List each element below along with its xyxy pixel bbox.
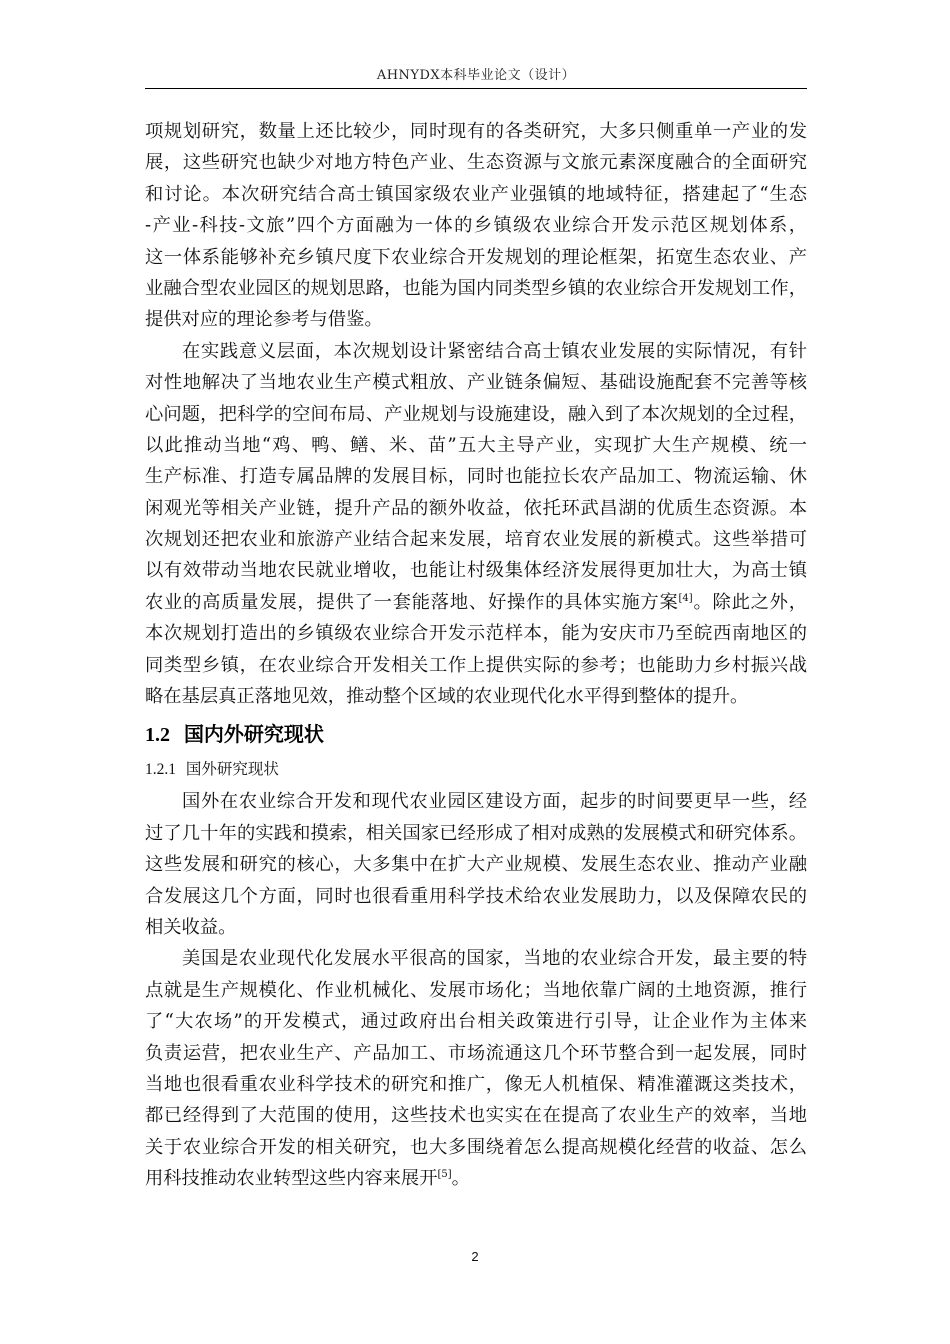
paragraph-1 [145, 116, 807, 336]
text-line: 相关收益。 [145, 916, 237, 938]
text-line: 合发展这几个方面，同时也很看重用科学技术给农业发展助力，以及保障农民的 [145, 885, 807, 907]
citation-4[interactable]: [4] [678, 592, 693, 604]
text-line: 以此推动当地“鸡、鸭、鳝、米、苗”五大主导产业，实现扩大生产规模、统一 [145, 434, 807, 456]
text-line: 在实践意义层面，本次规划设计紧密结合高士镇农业发展的实际情况，有针 [182, 340, 807, 362]
text-line: 和讨论。本次研究结合高士镇国家级农业产业强镇的地域特征，搭建起了“生态 [145, 183, 807, 205]
text-line: 心问题，把科学的空间布局、产业规划与设施建设，融入到了本次规划的全过程， [145, 403, 807, 425]
text-line: 业融合型农业园区的规划思路，也能为国内同类型乡镇的农业综合开发规划工作， [145, 277, 807, 299]
subsection-heading [145, 752, 807, 786]
text-line: 过了几十年的实践和摸索，相关国家已经形成了相对成熟的发展模式和研究体系。 [145, 822, 807, 844]
text-line: 美国是农业现代化发展水平很高的国家，当地的农业综合开发，最主要的特 [182, 948, 807, 970]
text-line-with-citation [145, 1163, 807, 1194]
text-line: 闲观光等相关产业链，提升产品的额外收益，依托环武昌湖的优质生态资源。本 [145, 497, 807, 519]
subsection-number: 1.2.1 [145, 761, 176, 779]
text-line: 关于农业综合开发的相关研究，也大多围绕着怎么提高规模化经营的收益、怎么 [145, 1136, 807, 1158]
text-line: 次规划还把农业和旅游产业结合起来发展，培育农业发展的新模式。这些举措可 [145, 529, 807, 551]
subsection-title: 国外研究现状 [185, 760, 279, 779]
line-text: 。除此之外， [692, 591, 808, 613]
text-line: 这一体系能够补充乡镇尺度下农业综合开发规划的理论框架，拓宽生态农业、产 [145, 246, 807, 268]
citation-5[interactable]: [5] [437, 1169, 452, 1181]
section-title: 国内外研究现状 [183, 722, 324, 747]
text-line: 这些发展和研究的核心，大多集中在扩大产业规模、发展生态农业、推动产业融 [145, 854, 807, 876]
text-line: 当地也很看重农业科学技术的研究和推广，像无人机植保、精准灌溉这类技术， [145, 1073, 807, 1095]
text-line: 项规划研究，数量上还比较少，同时现有的各类研究，大多只侧重单一产业的发 [145, 121, 807, 142]
section-heading [145, 716, 807, 752]
text-line: 负责运营，把农业生产、产品加工、市场流通这几个环节整合到一起发展，同时 [145, 1042, 807, 1064]
text-line: 本次规划打造出的乡镇级农业综合开发示范样本，能为安庆市乃至皖西南地区的 [145, 623, 807, 645]
section-number: 1.2 [145, 724, 170, 747]
text-line: 点就是生产规模化、作业机械化、发展市场化；当地依靠广阔的土地资源，推行 [145, 979, 807, 1001]
text-line: -产业-科技-文旅”四个方面融为一体的乡镇级农业综合开发示范区规划体系， [145, 215, 807, 237]
line-text: 用科技推动农业转型这些内容来展开 [145, 1168, 438, 1190]
text-line-with-citation [145, 587, 807, 618]
text-line: 都已经得到了大范围的使用，这些技术也实实在在提高了农业生产的效率，当地 [145, 1105, 807, 1127]
paragraph-4 [145, 943, 807, 1194]
paragraph-2 [145, 336, 807, 713]
header-rule [145, 88, 807, 89]
line-text: 。 [451, 1168, 470, 1190]
text-line: 生产标准、打造专属品牌的发展目标，同时也能拉长农产品加工、物流运输、休 [145, 466, 807, 488]
line-text: 农业的高质量发展，提供了一套能落地、好操作的具体实施方案 [145, 591, 679, 613]
text-line: 国外在农业综合开发和现代农业园区建设方面，起步的时间要更早一些，经 [182, 791, 807, 813]
text-line: 对性地解决了当地农业生产模式粗放、产业链条偏短、基础设施配套不完善等核 [145, 372, 807, 394]
text-line: 同类型乡镇，在农业综合开发相关工作上提供实际的参考；也能助力乡村振兴战 [145, 654, 807, 676]
running-header: AHNYDX本科毕业论文（设计） [376, 68, 576, 83]
body-text [145, 116, 807, 1195]
text-line: 展，这些研究也缺少对地方特色产业、生态资源与文旅元素深度融合的全面研究 [145, 152, 807, 174]
text-line: 略在基层真正落地见效，推动整个区域的农业现代化水平得到整体的提升。 [145, 686, 749, 708]
text-line: 以有效带动当地农民就业增收，也能让村级集体经济发展得更加壮大，为高士镇 [145, 560, 807, 582]
text-line: 了“大农场”的开发模式，通过政府出台相关政策进行引导，让企业作为主体来 [145, 1011, 807, 1033]
paragraph-3 [145, 786, 807, 943]
page-number: 2 [471, 1249, 479, 1264]
text-line: 提供对应的理论参考与借鉴。 [145, 309, 383, 331]
